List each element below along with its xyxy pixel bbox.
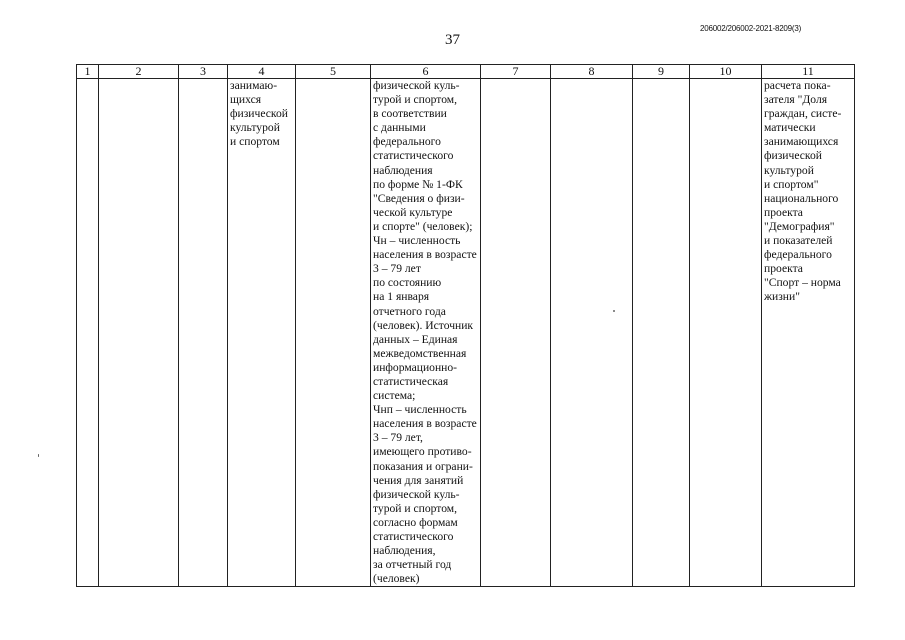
column-number: 2 xyxy=(99,65,179,79)
column-number: 5 xyxy=(296,65,371,79)
indicator-table xyxy=(76,64,855,587)
table-cell xyxy=(481,79,551,587)
table-cell: расчета пока- зателя "Доля граждан, систе- матически занимающихся физической культурой и спортом" национального проекта "Демография" и показателей федерального проекта "Спорт – норма жизни" xyxy=(762,79,855,587)
table-cell xyxy=(77,79,99,587)
table-cell xyxy=(690,79,762,587)
table-cell xyxy=(99,79,179,587)
column-number: 11 xyxy=(762,65,855,79)
document-code: 206002/206002-2021-8209(3) xyxy=(700,24,802,33)
page-number: 37 xyxy=(445,32,460,48)
column-number-row xyxy=(77,65,855,79)
table-cell xyxy=(551,79,633,587)
table-cell xyxy=(633,79,690,587)
table-cell: физической куль- турой и спортом, в соответствии с данными федерального статистического наблюдения по форме № 1-ФК "Сведения о физи- ческой культуре и спорте" (человек); Чн – численность населения в возрасте 3 – 79 лет по состоянию на 1 января отчетного года (человек). Источник данных – Единая межведомственная информационно- статистическая система; Чнп – численность населения в возрасте 3 – 79 лет, имеющего противо- показания и ограни- чения для занятий физической куль- турой и спортом, согласно формам статистического наблюдения, за отчетный год (человек) xyxy=(371,79,481,587)
column-number: 7 xyxy=(481,65,551,79)
column-number: 3 xyxy=(179,65,228,79)
table-cell xyxy=(296,79,371,587)
scan-speck xyxy=(613,310,615,312)
table-cell: занимаю- щихся физической культурой и спортом xyxy=(228,79,296,587)
column-number: 8 xyxy=(551,65,633,79)
table-row xyxy=(77,79,855,587)
scan-speck xyxy=(38,454,39,457)
column-number: 9 xyxy=(633,65,690,79)
column-number: 10 xyxy=(690,65,762,79)
column-number: 4 xyxy=(228,65,296,79)
column-number: 6 xyxy=(371,65,481,79)
table-cell xyxy=(179,79,228,587)
column-number: 1 xyxy=(77,65,99,79)
